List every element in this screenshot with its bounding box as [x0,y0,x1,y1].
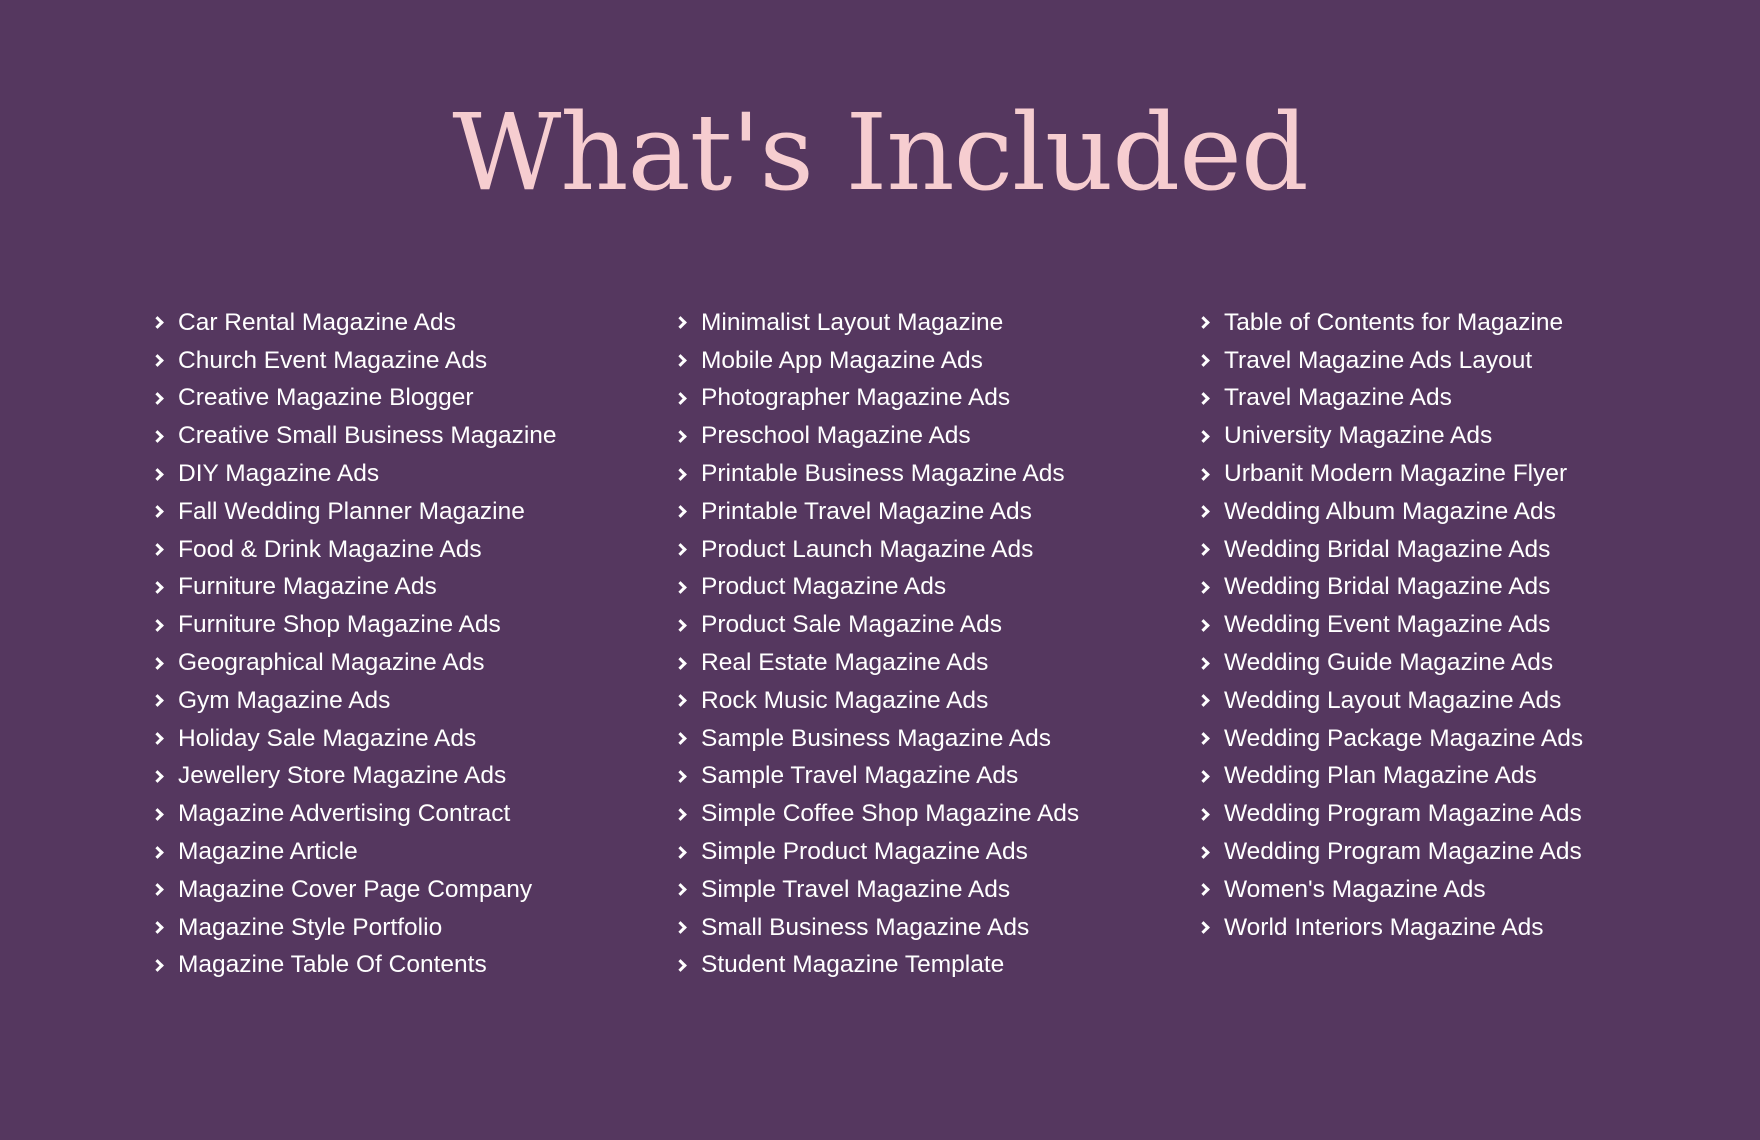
chevron-right-icon [151,732,164,745]
list-item-label: Product Sale Magazine Ads [701,611,1002,639]
list-item [676,871,1176,909]
list-item-label: Magazine Cover Page Company [178,875,533,903]
chevron-right-icon [674,543,687,556]
chevron-right-icon [1197,657,1210,670]
list-item [676,380,1176,418]
list-item [676,795,1176,833]
chevron-right-icon [674,657,687,670]
list-item [153,720,653,758]
chevron-right-icon [1197,581,1210,594]
list-item [153,493,653,531]
chevron-right-icon [1197,506,1210,519]
list-item-label: Preschool Magazine Ads [701,422,971,450]
list-item [1199,493,1719,531]
list-item [676,493,1176,531]
list-item [153,455,653,493]
chevron-right-icon [151,959,164,972]
list-item-label: Furniture Magazine Ads [178,573,437,601]
list-item [1199,304,1719,342]
list-item [153,342,653,380]
list-item [1199,795,1719,833]
list-item-label: Wedding Plan Magazine Ads [1224,762,1537,790]
list-item-label: University Magazine Ads [1224,422,1493,450]
chevron-right-icon [151,619,164,632]
list-item-label: Wedding Event Magazine Ads [1224,611,1551,639]
chevron-right-icon [1197,921,1210,934]
list-item-label: Student Magazine Template [701,951,1005,979]
list-item [1199,417,1719,455]
chevron-right-icon [1197,354,1210,367]
list-item-label: Simple Product Magazine Ads [701,838,1028,866]
list-item [1199,909,1719,947]
list-item-label: Rock Music Magazine Ads [701,686,989,714]
list-item-label: Wedding Bridal Magazine Ads [1224,573,1551,601]
list-item-label: Magazine Style Portfolio [178,913,443,941]
list-item [153,380,653,418]
chevron-right-icon [674,619,687,632]
list-item-label: Magazine Article [178,838,358,866]
list-item [153,909,653,947]
list-item [1199,720,1719,758]
list-item [153,682,653,720]
chevron-right-icon [674,808,687,821]
list-item [676,455,1176,493]
chevron-right-icon [1197,846,1210,859]
chevron-right-icon [674,770,687,783]
list-item-label: Fall Wedding Planner Magazine [178,497,525,525]
list-item [1199,682,1719,720]
list-item-label: Wedding Guide Magazine Ads [1224,649,1554,677]
list-item-label: Sample Travel Magazine Ads [701,762,1019,790]
list-item-label: Product Launch Magazine Ads [701,535,1034,563]
list-item [153,417,653,455]
chevron-right-icon [674,732,687,745]
list-item [1199,644,1719,682]
list-item-label: World Interiors Magazine Ads [1224,913,1544,941]
chevron-right-icon [674,883,687,896]
chevron-right-icon [674,694,687,707]
chevron-right-icon [674,506,687,519]
list-item-label: Wedding Bridal Magazine Ads [1224,535,1551,563]
chevron-right-icon [151,543,164,556]
list-item [676,342,1176,380]
chevron-right-icon [1197,808,1210,821]
list-item [1199,342,1719,380]
chevron-right-icon [1197,694,1210,707]
chevron-right-icon [1197,468,1210,481]
list-item [676,417,1176,455]
list-item-label: Car Rental Magazine Ads [178,308,456,336]
chevron-right-icon [151,392,164,405]
list-item [153,795,653,833]
list-item-label: Wedding Program Magazine Ads [1224,838,1582,866]
chevron-right-icon [151,430,164,443]
list-item-label: Printable Travel Magazine Ads [701,497,1032,525]
list-item [153,531,653,569]
list-item [676,304,1176,342]
list-item [676,569,1176,607]
list-item [1199,380,1719,418]
chevron-right-icon [151,506,164,519]
chevron-right-icon [674,354,687,367]
chevron-right-icon [1197,543,1210,556]
chevron-right-icon [151,354,164,367]
list-item [153,304,653,342]
chevron-right-icon [151,468,164,481]
list-item-label: Simple Coffee Shop Magazine Ads [701,800,1080,828]
items-column-2 [676,304,1176,984]
list-item [1199,569,1719,607]
list-item [1199,871,1719,909]
list-item [153,606,653,644]
list-item [676,682,1176,720]
chevron-right-icon [151,921,164,934]
list-item-label: Wedding Layout Magazine Ads [1224,686,1562,714]
list-item-label: Real Estate Magazine Ads [701,649,989,677]
chevron-right-icon [674,581,687,594]
list-item [153,871,653,909]
list-item [153,833,653,871]
list-item [1199,758,1719,796]
list-item-label: Church Event Magazine Ads [178,346,488,374]
included-items-columns [0,304,1760,1004]
list-item-label: Simple Travel Magazine Ads [701,875,1011,903]
list-item [1199,455,1719,493]
list-item-label: Travel Magazine Ads Layout [1224,346,1533,374]
list-item-label: Wedding Package Magazine Ads [1224,724,1584,752]
list-item-label: Urbanit Modern Magazine Flyer [1224,460,1568,488]
list-item-label: Minimalist Layout Magazine [701,308,1004,336]
items-column-1 [153,304,653,984]
chevron-right-icon [1197,392,1210,405]
chevron-right-icon [674,317,687,330]
page-title: What's Included [452,91,1308,214]
list-item-label: Jewellery Store Magazine Ads [178,762,507,790]
list-item-label: Gym Magazine Ads [178,686,391,714]
chevron-right-icon [674,430,687,443]
list-item [153,644,653,682]
list-item-label: Product Magazine Ads [701,573,947,601]
chevron-right-icon [151,808,164,821]
list-item-label: Travel Magazine Ads [1224,384,1452,412]
chevron-right-icon [674,468,687,481]
list-item-label: Small Business Magazine Ads [701,913,1030,941]
chevron-right-icon [151,581,164,594]
list-item-label: Table of Contents for Magazine [1224,308,1564,336]
chevron-right-icon [674,846,687,859]
list-item-label: Mobile App Magazine Ads [701,346,983,374]
chevron-right-icon [151,883,164,896]
chevron-right-icon [1197,770,1210,783]
list-item [153,569,653,607]
list-item-label: Geographical Magazine Ads [178,649,485,677]
list-item [676,720,1176,758]
list-item [676,909,1176,947]
list-item-label: Photographer Magazine Ads [701,384,1011,412]
list-item [676,758,1176,796]
chevron-right-icon [674,921,687,934]
chevron-right-icon [151,317,164,330]
chevron-right-icon [1197,732,1210,745]
list-item-label: Magazine Table Of Contents [178,951,487,979]
list-item [676,606,1176,644]
chevron-right-icon [151,770,164,783]
list-item-label: Women's Magazine Ads [1224,875,1486,903]
chevron-right-icon [1197,317,1210,330]
items-column-3 [1199,304,1719,947]
list-item [153,947,653,985]
list-item [1199,833,1719,871]
chevron-right-icon [151,846,164,859]
list-item-label: Creative Magazine Blogger [178,384,474,412]
list-item-label: Furniture Shop Magazine Ads [178,611,501,639]
list-item-label: Food & Drink Magazine Ads [178,535,482,563]
chevron-right-icon [1197,883,1210,896]
list-item-label: Holiday Sale Magazine Ads [178,724,477,752]
list-item [1199,531,1719,569]
chevron-right-icon [674,392,687,405]
list-item [1199,606,1719,644]
chevron-right-icon [151,657,164,670]
list-item-label: Printable Business Magazine Ads [701,460,1065,488]
list-item [153,758,653,796]
chevron-right-icon [674,959,687,972]
list-item [676,947,1176,985]
list-item [676,644,1176,682]
chevron-right-icon [1197,430,1210,443]
list-item-label: Creative Small Business Magazine [178,422,557,450]
list-item-label: DIY Magazine Ads [178,460,380,488]
list-item-label: Sample Business Magazine Ads [701,724,1051,752]
list-item-label: Magazine Advertising Contract [178,800,511,828]
list-item-label: Wedding Album Magazine Ads [1224,497,1556,525]
chevron-right-icon [151,694,164,707]
chevron-right-icon [1197,619,1210,632]
list-item [676,833,1176,871]
list-item [676,531,1176,569]
list-item-label: Wedding Program Magazine Ads [1224,800,1582,828]
